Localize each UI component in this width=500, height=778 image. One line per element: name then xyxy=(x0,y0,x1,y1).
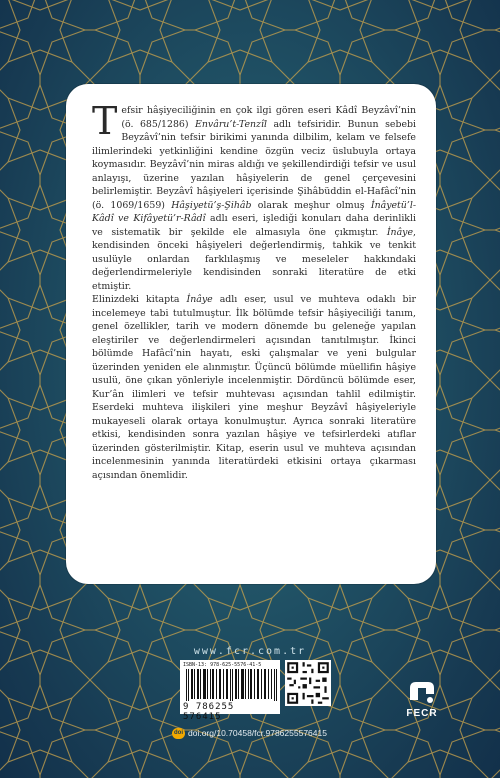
paragraph-2 xyxy=(92,293,416,482)
book-title-italic: İnâyetü’l-Kâdî ve Kifâyetü’r-Râdî xyxy=(92,199,416,225)
text-run: adlı eser, usul ve muhteva odaklı bir incelemeye tabi tutulmuştur. İlk bölümde tefsir hâşiyeciliği tanım, genel özellikler, tarih ve modern dönemde bu geleneğe yapılan eleştiriler ve değerlendirmeleri açısından tanıtılmıştır. İkinci bölümde Hafâcî’nin hayatı, eski çalışmalar ve yeni bulgular üzerinden yeniden ele alınmıştır. Üçüncü bölümde müellifin hâşiye usulü, öne çıkan yönleriyle incelenmiştir. Dördüncü bölümde eser, Kur’ân ilimleri ve tefsir muhtevası açısından tahlil edilmiştir. Eserdeki muhteva ilişkileri yine meşhur Beyzâvî hâşiyeleriyle mukayeseli olarak ortaya konulmuştur. Ayrıca sonraki literatüre etkisi, kendisinden sonra yazılan hâşiye ve tefsirlerdeki atıflar üzerinden gösterilmiştir. Kitap, eserin usul ve muhteva açısından incelenmesinin yanında literatürdeki etkisini ortaya çıkarması açısından önemlidir. xyxy=(92,294,417,481)
publisher-name: FECR xyxy=(406,708,438,719)
text-run: , kendisinden önceki hâşiyeleri değerlendirmiş, tahkik ve tenkit usulüyle onlardan farklılaşmış ve meseleler hakkındaki değerlendirmeleriyle kendisinden sonraki literatüre de etki etmiştir. xyxy=(92,226,416,292)
book-title-italic: İnâye xyxy=(186,294,213,306)
barcode-icon xyxy=(186,669,278,701)
text-run: Elinizdeki kitapta xyxy=(92,294,187,306)
doi-icon: doi xyxy=(172,728,185,739)
doi-link[interactable] xyxy=(172,727,327,739)
dropcap: T xyxy=(92,99,118,143)
doi-text: doi.org/10.70458/fcr.9786255576415 xyxy=(188,728,327,738)
text-run: olarak meşhur olmuş xyxy=(251,199,371,211)
back-cover-text xyxy=(92,99,417,482)
text-run: adlı eseri, işlediği konuları daha derinlikli ve sistematik bir şekilde ele almasıyla öne çıkmıştır. xyxy=(92,213,416,238)
text-run: efsir hâşiyeciliğinin en çok ilgi gören eseri Kâdî Beyzâvî’nin (ö. 685/1286) xyxy=(121,105,416,130)
isbn-digits: 9 786255 576415 xyxy=(183,702,235,722)
qr-code-icon xyxy=(285,660,331,706)
book-title-italic: İnâye xyxy=(386,226,414,238)
text-run: adlı tefsiridir. Bunun sebebi Beyzâvî’nin tefsir birikimi yanında dilbilim, kelam ve felsefe ilimlerindeki yetkinliğini kendine özgün veciz üslubuyla ortaya koymasıdır. Beyzâvî’nin miras aldığı ve şekillendirdiği tefsir ve usul anlayışı, üzerine yazılan hâşiyelerin de genel çerçevesini belirlemiştir. Beyzâvî hâşiyeleri içerisinde Şihâbüddin el-Hafâcî’nin (ö. 1069/1659) xyxy=(92,118,416,211)
isbn-label: ISBN-13: 978-625-5576-41-5 xyxy=(183,662,262,668)
fecr-logo-icon xyxy=(404,676,440,706)
book-title-italic: Hâşiyetü’ş-Şihâb xyxy=(171,199,252,211)
publisher-website: www.fcr.com.tr xyxy=(193,646,307,657)
book-title-italic: Envâru’t-Tenzîl xyxy=(195,118,267,130)
paragraph-1 xyxy=(92,99,416,293)
